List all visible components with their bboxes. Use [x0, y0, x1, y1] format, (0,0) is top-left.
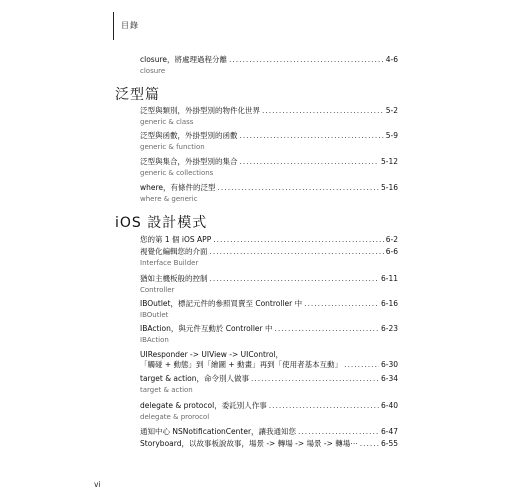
toc-entry[interactable] [140, 401, 398, 422]
toc-entry-page: 6-47 [380, 427, 398, 436]
toc-entry[interactable] [140, 157, 398, 178]
leader-dots [218, 183, 379, 193]
toc-entry[interactable] [140, 131, 398, 152]
toc-entry-subtitle: where & generic [140, 195, 198, 203]
leader-dots [210, 247, 384, 257]
section-heading: iOS 設計模式 [115, 215, 208, 231]
toc-entry-page: 5-9 [385, 131, 398, 140]
toc-entry-page: 5-12 [380, 157, 398, 166]
toc-entry-title: 泛型與類別，外掛型別的物件化世界 [140, 106, 260, 115]
toc-entry[interactable] [140, 235, 398, 245]
toc-entry-page: 6-16 [380, 299, 398, 308]
toc-entry-page: 5-16 [380, 183, 398, 192]
toc-entry-title: target & action，命令別人做事 [140, 374, 250, 383]
toc-entry-subtitle: closure [140, 67, 166, 75]
toc-entry-title: where，有條件的泛型 [140, 183, 216, 192]
toc-entry-page: 6-2 [385, 235, 398, 244]
leader-dots [269, 401, 379, 411]
toc-entry[interactable] [140, 299, 398, 320]
leader-dots [240, 131, 384, 141]
toc-entry[interactable] [140, 439, 398, 449]
toc-entry-page: 6-11 [380, 274, 398, 283]
toc-entry-subtitle: Interface Builder [140, 259, 199, 267]
leader-dots [251, 374, 379, 384]
toc-entry-page: 4-6 [385, 55, 398, 64]
toc-entry-subtitle: IBOutlet [140, 311, 169, 319]
toc-entry-title: 泛型與函數，外掛型別的函數 [140, 131, 238, 140]
toc-entry-subtitle: delegate & prorocol [140, 413, 210, 421]
toc-entry-title: 猶如主機板般的控制 [140, 274, 208, 283]
toc-entry[interactable] [140, 247, 398, 268]
toc-entry-title: 「觸碰 + 動態」到「繪圖 + 動畫」再到「使用者基本互動」 [140, 360, 343, 369]
section-heading: 泛型篇 [115, 87, 160, 103]
toc-entry-title: Storyboard，以故事板說故事，場景 -> 轉場 -> 場景 -> 轉場⋯ [140, 439, 358, 448]
toc-entry-page: 6-34 [380, 374, 398, 383]
toc-entry-title: delegate & protocol，委託別人作事 [140, 401, 267, 410]
toc-entry-title: closure，將處理過程分離 [140, 55, 227, 64]
toc-entry-page: 6-55 [380, 439, 398, 448]
toc-entry[interactable] [140, 350, 398, 370]
toc-entry-subtitle: target & action [140, 386, 193, 394]
toc-entry-subtitle: Controller [140, 286, 175, 294]
toc-entry-subtitle: generic & class [140, 118, 194, 126]
toc-entry-subtitle: generic & collections [140, 169, 214, 177]
toc-entry[interactable] [140, 427, 398, 437]
leader-dots [298, 427, 379, 437]
toc-entry-page: 5-2 [385, 106, 398, 115]
toc-entry[interactable] [140, 274, 398, 295]
toc-entry[interactable] [140, 374, 398, 395]
toc-entry-page: 6-40 [380, 401, 398, 410]
toc-entry-page: 6-30 [380, 360, 398, 369]
leader-dots [262, 106, 384, 116]
toc-entry-title-line1: UIResponder -> UIView -> UIControl， [140, 350, 283, 359]
toc-entry[interactable] [140, 183, 398, 204]
toc-entry[interactable] [140, 55, 398, 76]
header-rule [113, 12, 114, 40]
toc-entry-title: 通知中心 NSNotificationCenter，讓我通知您 [140, 427, 297, 436]
toc-entry-title: IBAction，與元件互動於 Controller 中 [140, 324, 273, 333]
page-header-title: 目錄 [121, 21, 139, 30]
leader-dots [304, 299, 379, 309]
leader-dots [213, 235, 384, 245]
toc-entry-title: IBOutlet，標記元件的參照買賣至 Controller 中 [140, 299, 303, 308]
page-number: vi [94, 480, 101, 489]
leader-dots [210, 274, 379, 284]
leader-dots [240, 157, 379, 167]
toc-entry-page: 6-6 [385, 247, 398, 256]
leader-dots [360, 439, 379, 449]
toc-entry-subtitle: generic & function [140, 143, 205, 151]
toc-entry[interactable] [140, 324, 398, 345]
leader-dots [344, 360, 379, 370]
toc-entry-title: 您的第 1 個 iOS APP [140, 235, 212, 244]
toc-entry-subtitle: IBAction [140, 336, 169, 344]
toc-entry-title: 視覺化編輯您的介面 [140, 247, 208, 256]
leader-dots [275, 324, 379, 334]
toc-entry-page: 6-23 [380, 324, 398, 333]
toc-entry-title: 泛型與集合，外掛型別的集合 [140, 157, 238, 166]
toc-entry[interactable] [140, 106, 398, 127]
leader-dots [229, 55, 384, 65]
